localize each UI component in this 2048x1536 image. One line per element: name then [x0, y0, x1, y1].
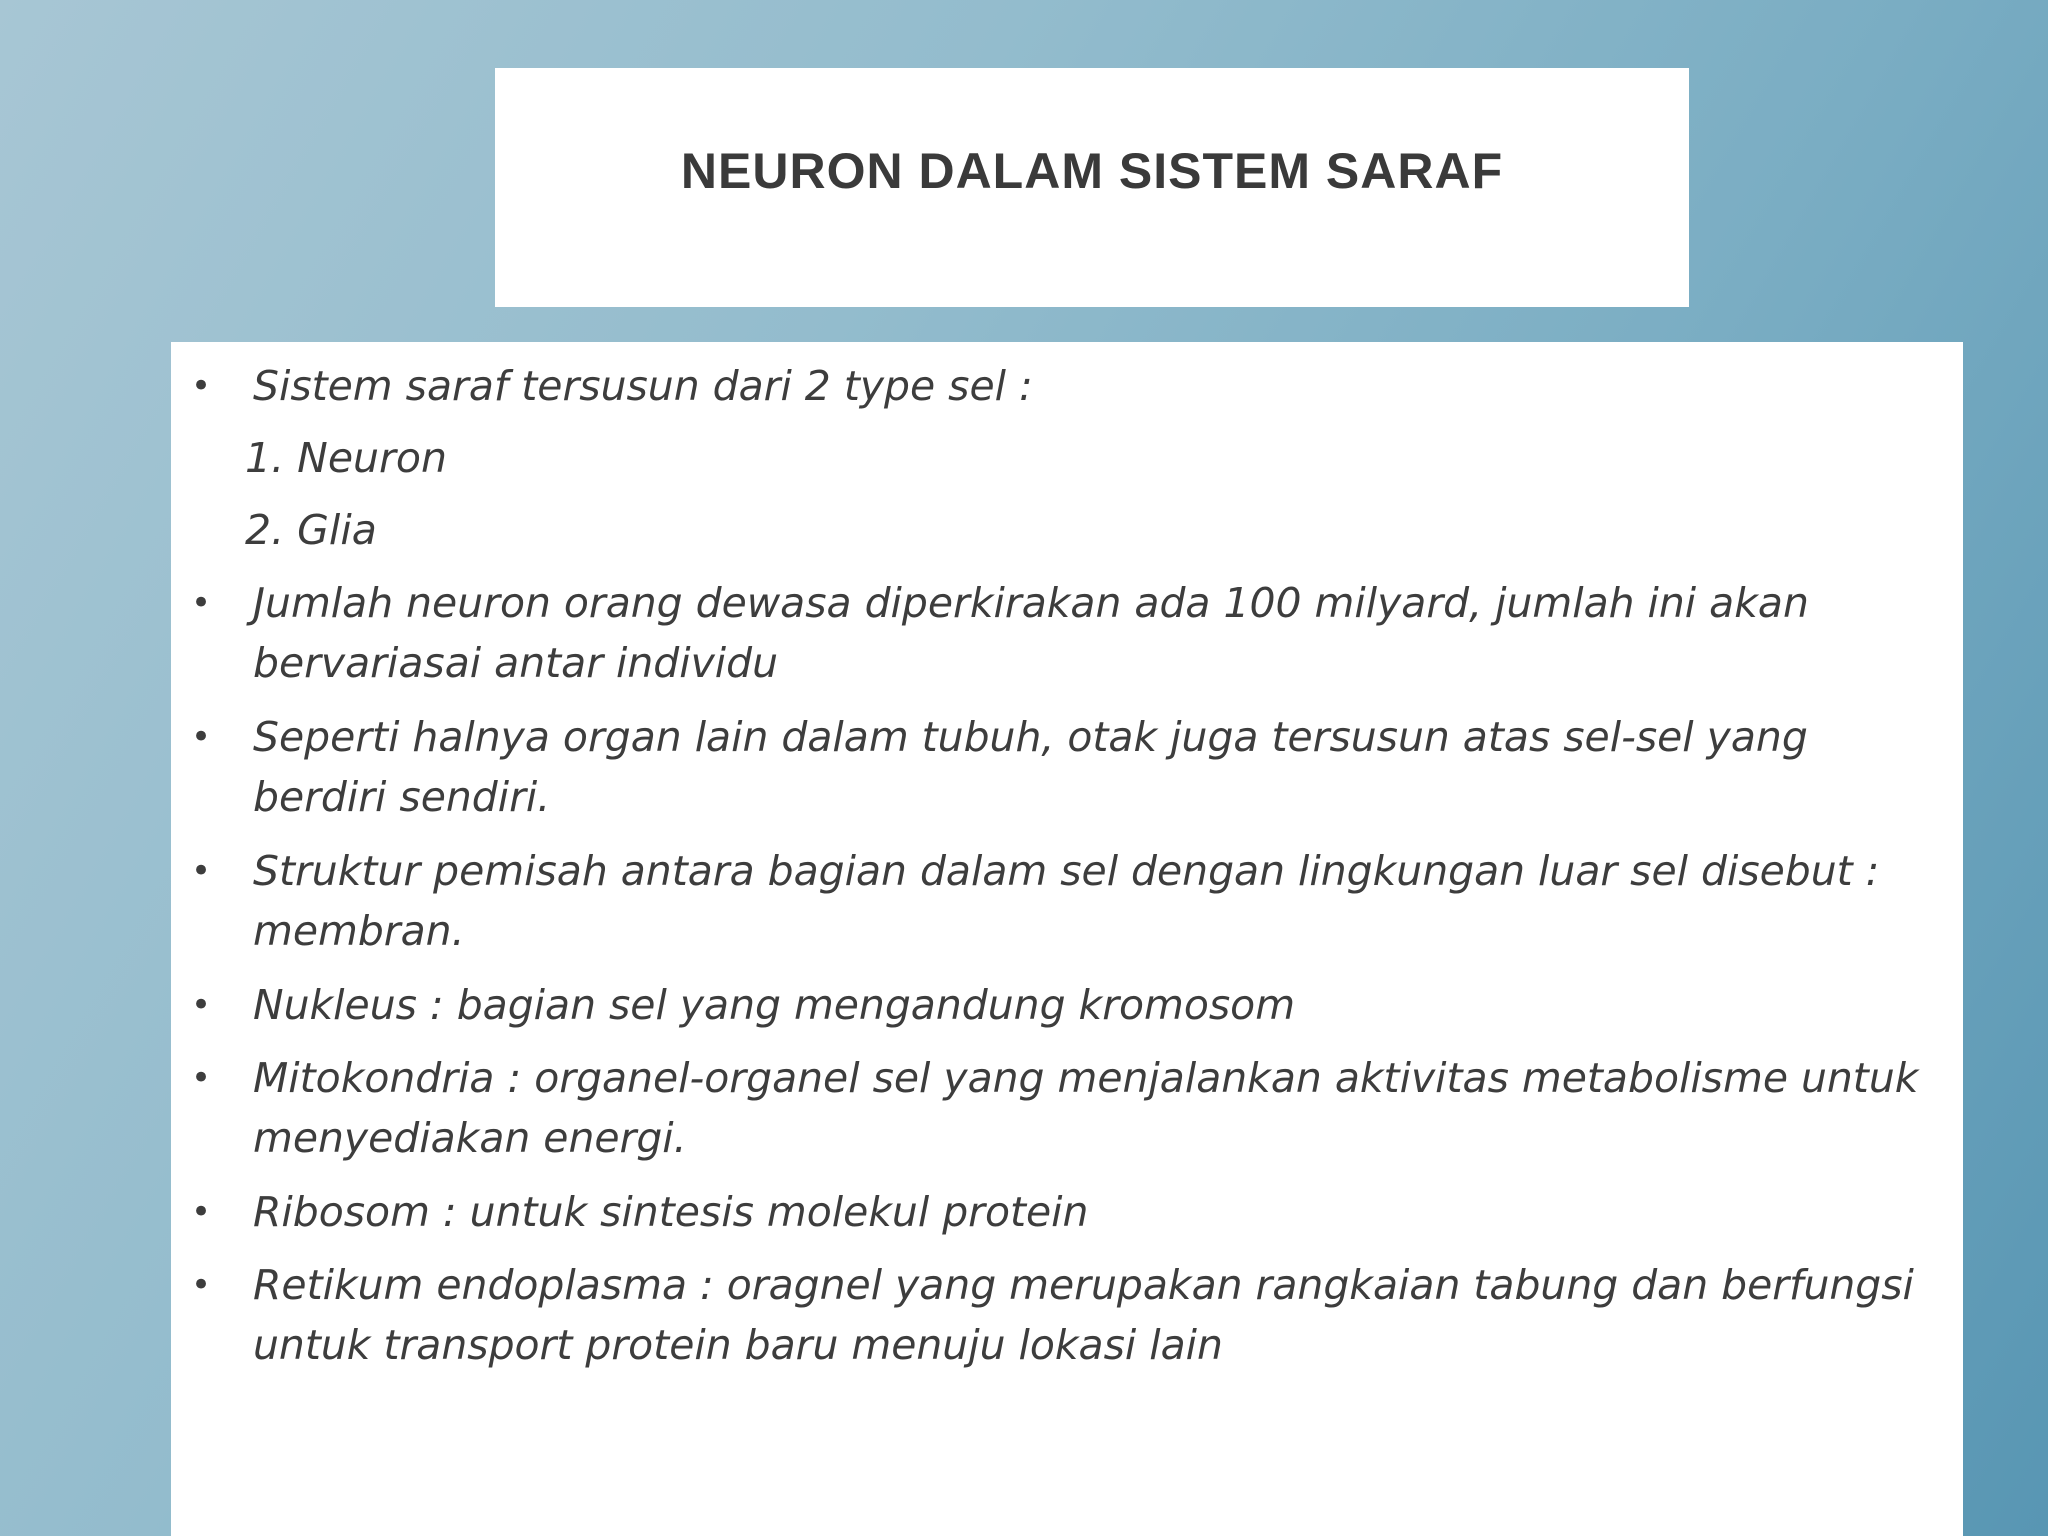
bullet-marker: • [191, 583, 212, 623]
bullet-marker: • [191, 366, 212, 406]
list-item-text: Mitokondria : organel-organel sel yang menjalankan aktivitas metabolisme untuk [253, 1054, 1919, 1102]
list-item-text: menyediakan energi. [253, 1114, 687, 1162]
list-item-text: Ribosom : untuk sintesis molekul protein [253, 1188, 1089, 1236]
bullet-marker: • [191, 985, 212, 1025]
slide-title: NEURON DALAM SISTEM SARAF [680, 143, 1504, 199]
list-item-text: bervariasai antar individu [253, 639, 779, 687]
title-box [495, 68, 1689, 307]
list-item-text: membran. [253, 907, 465, 955]
list-item-text: berdiri sendiri. [253, 773, 551, 821]
list-item-text: Jumlah neuron orang dewasa diperkirakan ada 100 milyard, jumlah ini akan [253, 579, 1809, 627]
list-item-text: untuk transport protein baru menuju lokasi lain [253, 1321, 1223, 1369]
bullet-marker: • [191, 1192, 212, 1232]
list-item-text: Sistem saraf tersusun dari 2 type sel : [253, 362, 1033, 410]
bullet-marker: • [191, 717, 212, 757]
list-item-text: Nukleus : bagian sel yang mengandung kromosom [253, 981, 1296, 1029]
list-item-text: Struktur pemisah antara bagian dalam sel dengan lingkungan luar sel disebut : [253, 847, 1880, 895]
content-box [171, 342, 1963, 1536]
list-item-text: Seperti halnya organ lain dalam tubuh, otak juga tersusun atas sel-sel yang [253, 713, 1808, 761]
list-item-text: Retikum endoplasma : oragnel yang merupakan rangkaian tabung dan berfungsi [253, 1261, 1914, 1309]
bullet-marker: • [191, 851, 212, 891]
bullet-marker: • [191, 1058, 212, 1098]
list-sub-item-text: 1. Neuron [245, 434, 447, 482]
list-sub-item-text: 2. Glia [245, 506, 377, 554]
bullet-marker: • [191, 1265, 212, 1305]
